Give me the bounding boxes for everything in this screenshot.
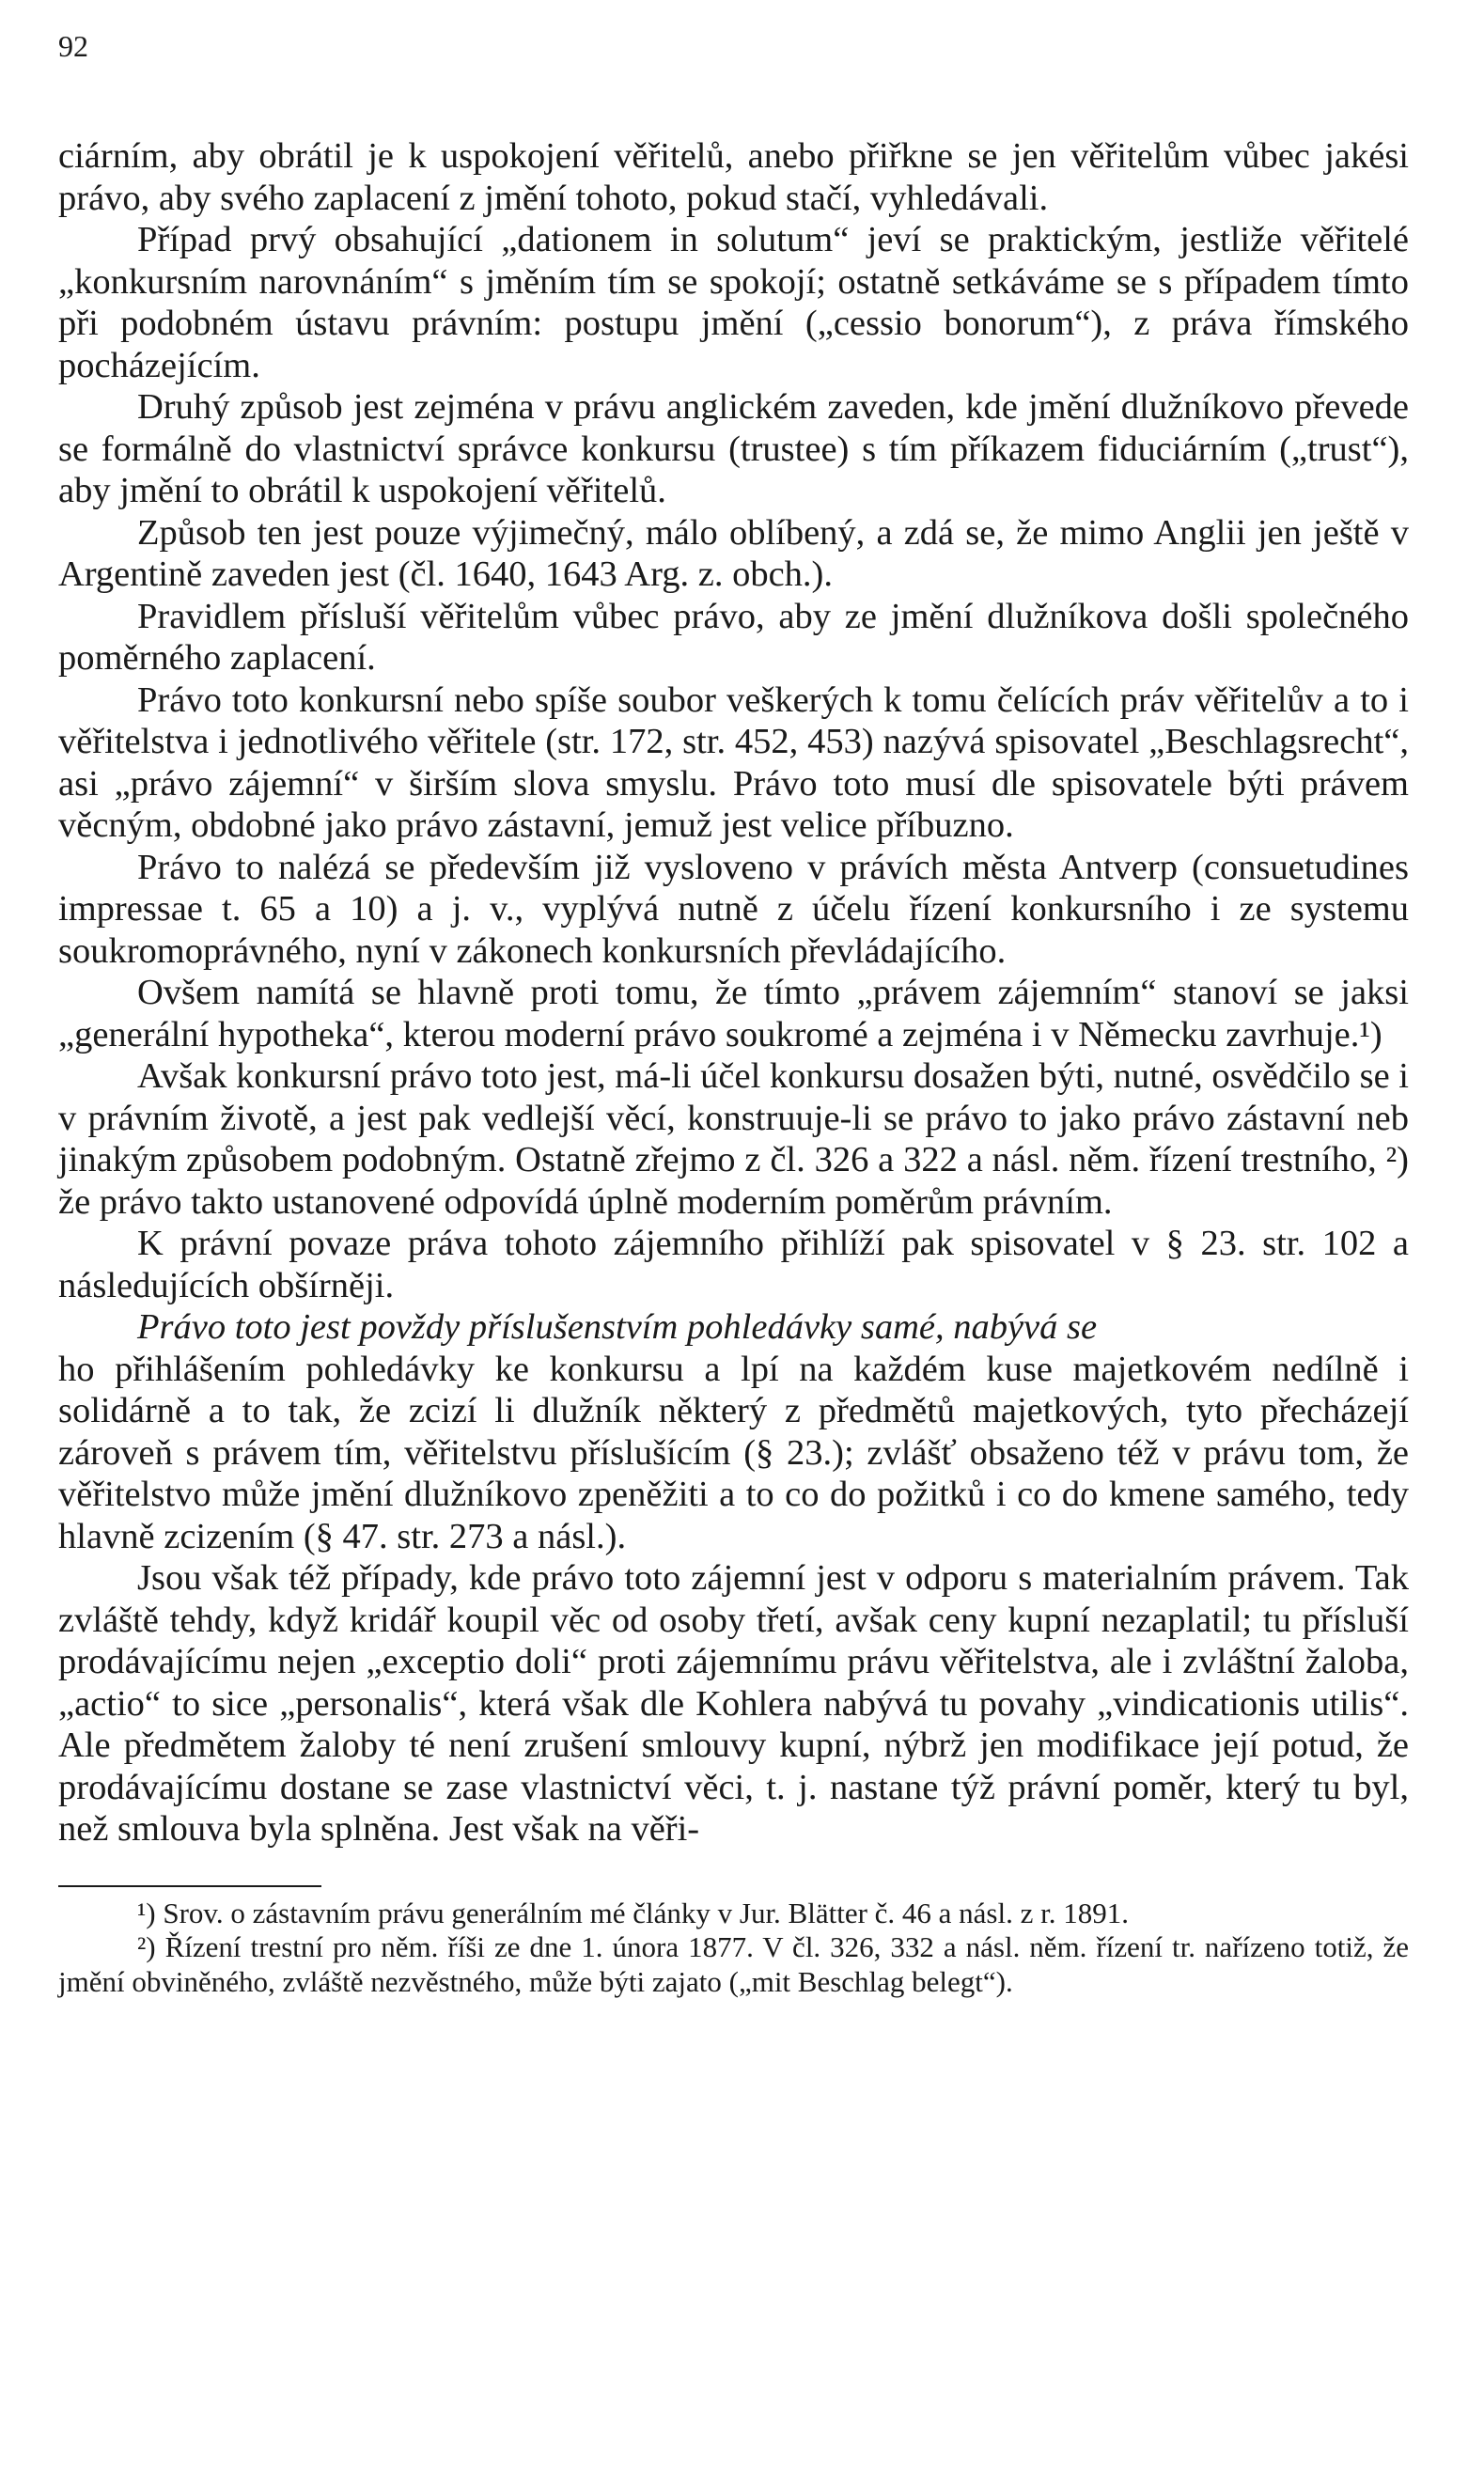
paragraph-beschlagsrecht: Právo toto konkursní nebo spíše soubor veškerých k tomu čelících práv věřitelův a to i věřitelstva i jednotlivého věřitele (str. 172, str. 452, 453) nazývá spisovatel „Beschlagsrecht“, asi „právo zájemní“ v širším slova smyslu. Právo toto musí dle spisovatele býti právem věcným, obdobné jako právo zástavní, jemuž jest velice příbuzno. [58, 679, 1409, 845]
paragraph-continuation: ciárním, aby obrátil je k uspokojení věřitelů, anebo přiřkne se jen věřitelům vůbec jakési právo, aby svého zaplacení z jmění tohoto, pokud stačí, vyhledávali. [58, 136, 1409, 218]
footnote-1: ¹) Srov. o zástavním právu generálním mé články v Jur. Blätter č. 46 a násl. z r. 1891. [137, 1896, 1129, 1929]
paragraph-datio-in-solutum: Případ prvý obsahující „dationem in solutum“ jeví se praktickým, jestliže věřitelé „konkursním narovnáním“ s jměním tím se spokojí; ostatně setkáváme se s případem tímto při podobném ústavu právním: postupu jmění („cessio bonorum“), z práva římského pocházejícím. [58, 220, 1409, 385]
paragraph-english-law: Druhý způsob jest zejména v právu anglickém zaveden, kde jmění dlužníkovo převede se formálně do vlastnictví správce konkursu (trustee) s tím příkazem fiduciárním („trust“), aby jmění to obrátil k uspokojení věřitelů. [58, 387, 1409, 510]
paragraph-rule: Pravidlem přísluší věřitelům vůbec právo, aby ze jmění dlužníkova došli společného poměrného zaplacení. [58, 596, 1409, 678]
footnote-divider [58, 1885, 321, 1887]
page-number: 92 [58, 29, 88, 63]
paragraph-pravni-povaha: K právní povaze práva tohoto zájemního přihlíží pak spisovatel v § 23. str. 102 a následujících obšírněji. [58, 1224, 1409, 1305]
paragraph-antverp: Právo to nalézá se především již vysloveno v právích města Antverp (consuetudines impressae t. 65 a 10) a j. v., vyplývá nutně z účelu řízení konkursního i ze systemu soukromoprávného, nyní v zákonech konkursních převládajícího. [58, 847, 1409, 971]
body-text [58, 135, 1409, 1851]
footnotes [58, 1897, 1409, 2000]
paragraph-argentina: Způsob ten jest pouze výjimečný, málo oblíbený, a zdá se, že mimo Anglii jen ještě v Argentině zaveden jest (čl. 1640, 1643 Arg. z. obch.). [58, 512, 1409, 594]
paragraph-hypotheka: Ovšem namítá se hlavně proti tomu, že tímto „právem zájemním“ stanoví se jaksi „generální hypotheka“, kterou moderní právo soukromé a zejména i v Německu zavrhuje.¹) [58, 973, 1409, 1054]
paragraph-prislusenstvi-italic: Právo toto jest povždy příslušenstvím pohledávky samé, nabývá se [137, 1307, 1098, 1347]
footnote-2: ²) Řízení trestní pro něm. říši ze dne 1. února 1877. V čl. 326, 332 a násl. něm. řízení tr. nařízeno totiž, že jmění obviněného, zvláště nezvěstného, může býti zajato („mit Beschlag belegt“). [58, 1930, 1409, 1998]
paragraph-prihlaseni: ho přihlášením pohledávky ke konkursu a lpí na každém kuse majetkovém nedílně i solidárně a to tak, že zcizí li dlužník některý z předmětů majetkových, tyto přecházejí zároveň s právem tím, věřitelstvu příslušícím (§ 23.); zvlášť obsaženo též v právu tom, že věřitelstvo může jmění dlužníkovo zpeněžiti a to co do požitků i co do kmene samého, tedy hlavně zcizením (§ 47. str. 273 a násl.). [58, 1349, 1409, 1556]
paragraph-konkursni-pravo: Avšak konkursní právo toto jest, má-li účel konkursu dosažen býti, nutné, osvědčilo se i v právním životě, a jest pak vedlejší věcí, konstruuje-li se právo to jako právo zástavní neb jinakým způsobem podobným. Ostatně zřejmo z čl. 326 a 322 a násl. něm. řízení trestního, ²) že právo takto ustanovené odpovídá úplně moderním poměrům právním. [58, 1056, 1409, 1222]
paragraph-odpor: Jsou však též případy, kde právo toto zájemní jest v odporu s materialním právem. Tak zvláště tehdy, když kridář koupil věc od osoby třetí, avšak ceny kupní nezaplatil; tu přísluší prodávajícímu nejen „exceptio doli“ proti zájemnímu právu věřitelstva, ale i zvláštní žaloba, „actio“ to sice „personalis“, která však dle Kohlera nabývá tu povahy „vindicationis utilis“. Ale předmětem žaloby té není zrušení smlouvy kupní, nýbrž jen modifikace její potud, že prodávajícímu dostane se zase vlastnictví věci, t. j. nastane týž právní poměr, který tu byl, než smlouva byla splněna. Jest však na věři- [58, 1558, 1409, 1849]
